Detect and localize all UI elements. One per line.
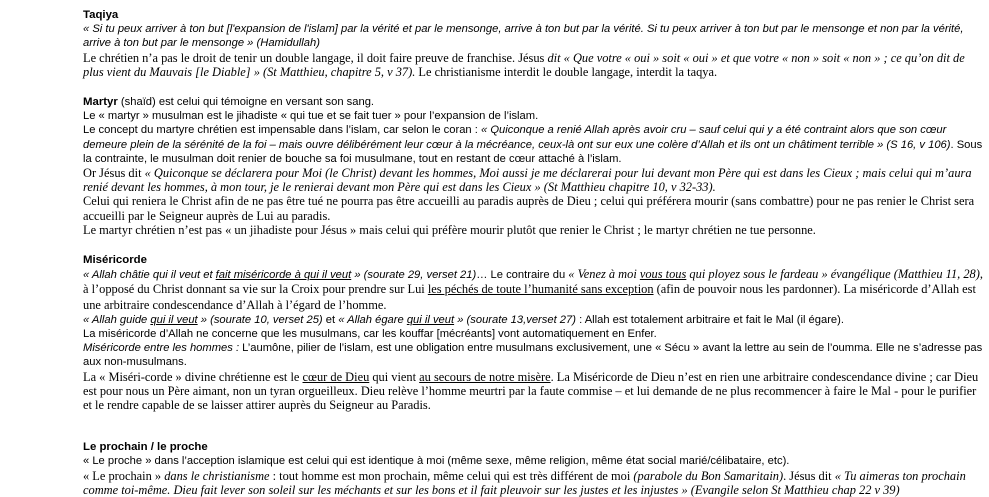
mis-a5: « Venez à moi: [568, 267, 640, 282]
martyr-line-2: Le « martyr » musulman est le jihadiste « qui tue et se fait tuer » pour l’expansion de l’islam.: [83, 110, 539, 123]
misericorde-para-d: [83, 341, 983, 369]
misericorde-para-c: La miséricorde d’Allah ne concerne que les musulmans, car les kouffar [mécréants] vont automatiquement en Enfer.: [83, 328, 657, 341]
prochain-line-1: « Le proche » dans l’acception islamique est celui qui est identique à moi (même sexe, même religion, même état social marié/célibataire, etc).: [83, 455, 790, 468]
martyr-line-5: Celui qui reniera le Christ afin de ne pas être tué ne pourra pas être accueilli au paradis auprès de Dieu ; celui qui préférera mourir (sans combattre) pour ne pas renier le Christ sera accueilli par le Seigneur auprès de Lui au paradis.: [83, 194, 975, 223]
mis-e1: La « Miséri-corde » divine chrétienne est le: [83, 369, 303, 384]
misericorde-para-e: [83, 370, 983, 413]
martyr-l3-b: « Quiconque a renié Allah après avoir cru – sauf celui qui y a été contraint alors que son cœur demeure plein de la sérénité de la foi – mais ouvre délibérément leur cœur à la mécréance, ceux-là ont sur eux une colère d’Allah et ils ont un châtiment terrible » (S 16, v 106): [83, 124, 951, 151]
misericorde-para-a: [83, 267, 983, 313]
martyr-line-3: [83, 123, 983, 166]
mis-e5: . La Miséricorde de Dieu n’est en rien une arbitraire condescendance divine ; car Dieu est pour nous un Père aimant, non un tyran orgueilleux. Dieu relève l’homme meurtri par la faute commise – et lui demande de ne plus recommencer à faire le Mal - pour le purifier et le rendre capable de se laisser attirer auprès du Seigneur au Paradis.: [83, 369, 979, 413]
pro-l2-c: : tout homme est mon prochain, même celui qui est très différent de moi: [269, 468, 634, 483]
mis-a7: qui ployez sous le fardeau » évangélique (Matthieu 11, 28): [686, 267, 980, 282]
martyr-line-4: [83, 166, 983, 194]
mis-d1: Miséricorde entre les hommes :: [83, 342, 240, 355]
section-title-martyr: Martyr: [83, 96, 118, 109]
pro-l2-f: « Tu aimeras ton prochain comme toi-même. Dieu fait lever son soleil sur les méchants et sur les bons et il fait pleuvoir sur les justes et les injustes » (Evangile selon St Matthieu chap 22 v 39): [83, 468, 966, 497]
mis-a10: (afin de pouvoir nous les pardonner). La miséricorde d’Allah est une arbitraire condescendance d’Allah à l’égard de l’homme.: [83, 282, 976, 312]
martyr-intro-rest: (shaïd) est celui qui témoigne en versant son sang.: [117, 96, 375, 109]
mis-e4: au secours de notre misère: [419, 369, 551, 384]
mis-b5: « Allah égare: [338, 313, 407, 326]
taqiya-p1-c: Le christianisme interdit le double langage, interdit la taqya.: [415, 64, 718, 79]
mis-b1: « Allah guide: [83, 313, 151, 326]
martyr-intro: [83, 95, 983, 109]
section-misericorde: [83, 253, 983, 412]
martyr-line-6: Le martyr chrétien n’est pas « un jihadiste pour Jésus » mais celui qui préfère mourir plutôt que renier le Christ ; le martyr chrétien ne tue personne.: [83, 222, 816, 237]
taqiya-paragraph: [83, 51, 983, 79]
mis-b8: : Allah est totalement arbitraire et fait le Mal (il égare).: [575, 313, 844, 326]
mis-a3: » (sourate 29, verset 21): [351, 269, 477, 282]
mis-a6: vous tous: [639, 267, 687, 282]
misericorde-para-b: [83, 313, 983, 327]
mis-d2: L’aumône, pilier de l’islam, est une obligation entre musulmans exclusivement, une « Sécu » avant la lettre au sein de l’oumma. Elle ne s’adresse pas aux non-musulmans.: [83, 342, 983, 369]
pro-l2-e: . Jésus dit: [783, 468, 835, 483]
pro-l2-d: (parabole du Bon Samaritain): [633, 468, 784, 483]
mis-a8: , à l’opposé du Christ donnant sa vie sur la Croix pour prendre sur Lui: [83, 267, 983, 297]
pro-l2-a: « Le prochain »: [83, 468, 165, 483]
section-title-misericorde: Miséricorde: [83, 254, 147, 267]
section-title-prochain: Le prochain / le proche: [83, 441, 208, 454]
mis-b6: qui il veut: [406, 313, 455, 326]
section-taqiya: [83, 8, 983, 79]
pro-l2-b: dans le christianisme: [164, 468, 270, 483]
taqiya-p1-b: dit « Que votre « oui » soit « oui » et que votre « non » soit « non » ; ce qu’on dit de plus vient du Mauvais [le Diable] » (St Matthieu, chapitre 5, v 37).: [83, 50, 965, 79]
mis-a2: fait miséricorde à qui il veut: [215, 269, 352, 282]
martyr-l4-b: « Quiconque se déclarera pour Moi (le Christ) devant les hommes, Moi aussi je me déclarerai pour lui devant mon Père qui est dans les Cieux ; mais celui qui m’aura renié devant les hommes, à mon tour, je le renierai devant mon Père qui est dans les Cieux » (St Matthieu chapitre 10, v 32-33).: [83, 166, 972, 195]
section-title-taqiya: Taqiya: [83, 9, 119, 21]
mis-a1: « Allah châtie qui il veut et: [83, 269, 216, 282]
mis-a9: les péchés de toute l’humanité sans exception: [427, 282, 654, 297]
mis-b2: qui il veut: [150, 313, 198, 326]
taqiya-p1-a: Le chrétien n’a pas le droit de tenir un double langage, il doit faire preuve de franchise. Jésus: [83, 50, 548, 65]
section-martyr: [83, 95, 983, 237]
taqiya-quote: [83, 22, 983, 50]
mis-e3: qui vient: [369, 369, 420, 384]
martyr-l4-a: Or Jésus dit: [83, 166, 145, 181]
section-prochain: [83, 440, 983, 497]
martyr-l3-a: Le concept du martyre chrétien est impensable dans l’islam, car selon le coran :: [83, 124, 481, 137]
prochain-line-2: [83, 469, 983, 497]
martyr-l3-c: . Sous la contrainte, le musulman doit renier de bouche sa foi musulmane, tout en restant de cœur attaché à l’islam.: [83, 138, 983, 165]
mis-a4: … Le contraire du: [476, 269, 569, 282]
taqiya-quote-text: « Si tu peux arriver à ton but [l'expansion de l'islam] par la vérité et par le mensonge, arrive à ton but par la vérité. Si tu peux arriver à ton but par le mensonge et non par la vérité, arrive à ton but par le mensonge » (Hamidullah): [83, 23, 964, 50]
mis-b4: et: [322, 313, 339, 326]
document-page: [83, 8, 983, 497]
mis-e2: cœur de Dieu: [302, 369, 370, 384]
mis-b3: » (sourate 10, verset 25): [197, 313, 323, 326]
mis-b7: » (sourate 13,verset 27): [454, 313, 576, 326]
